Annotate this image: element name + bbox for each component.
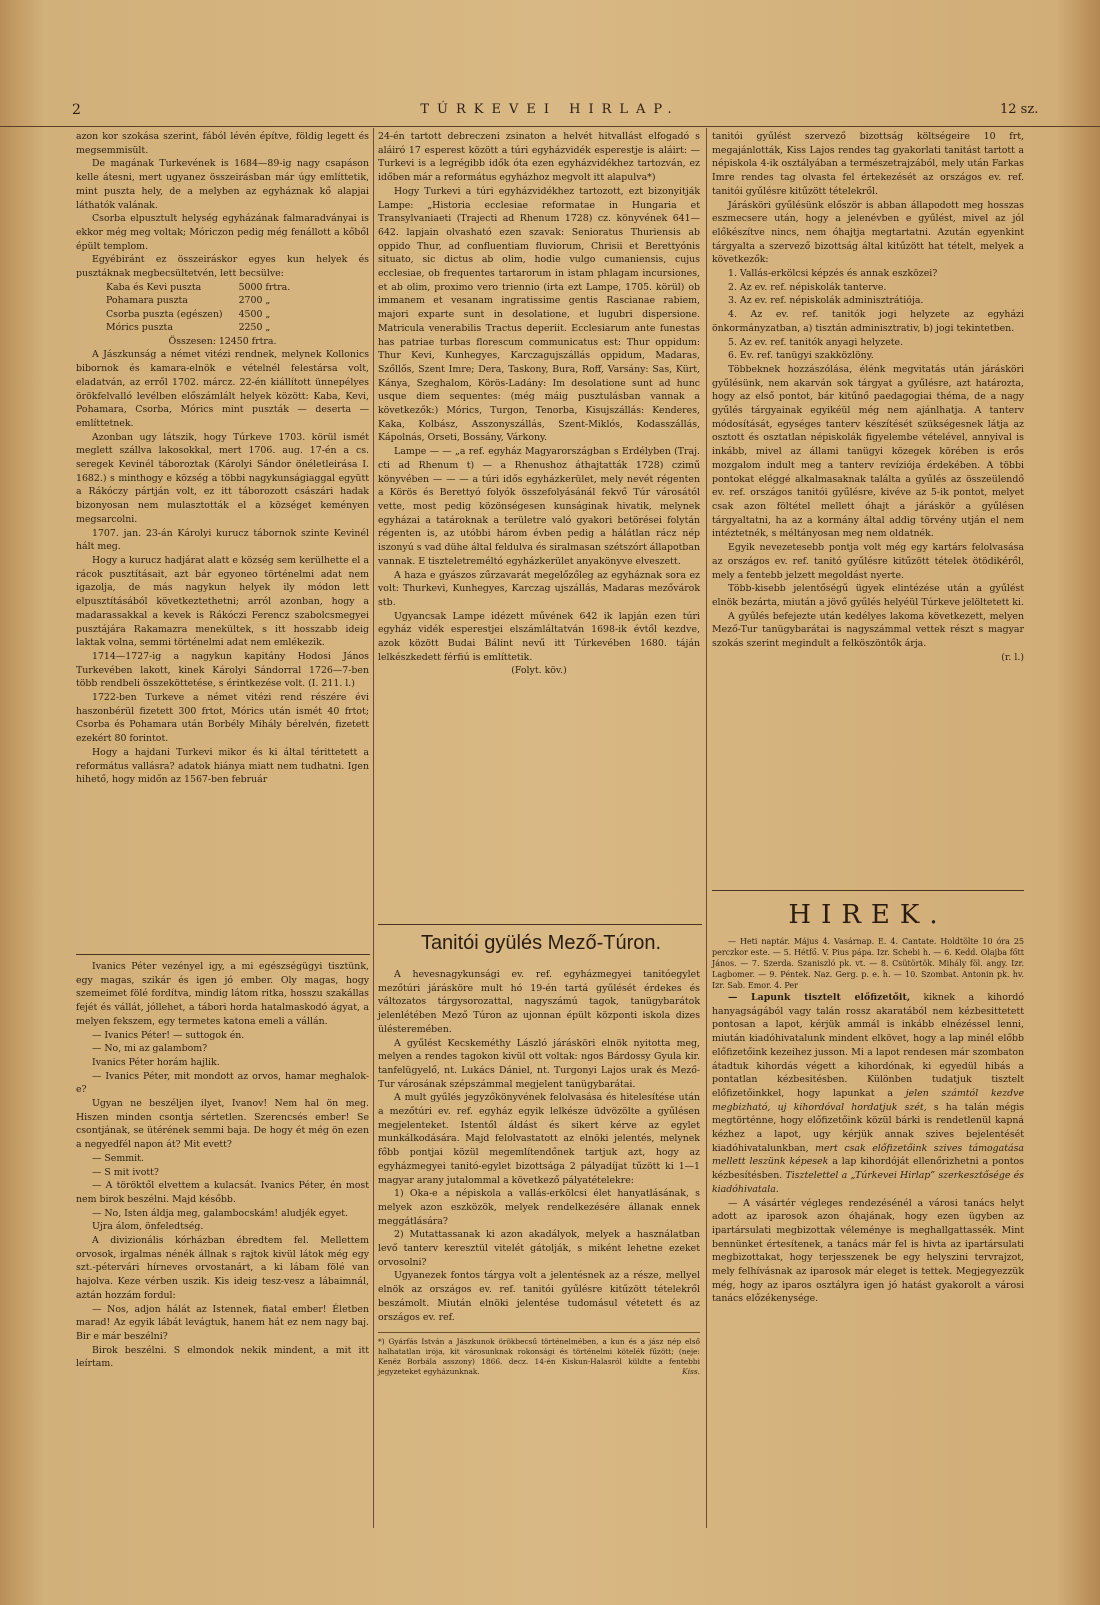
dialogue-line: — No, Isten áldja meg, galambocskám! aludjék egyet. bbox=[92, 1207, 349, 1219]
paragraph: Ujra álom, önfeledtség. bbox=[92, 1221, 204, 1233]
list-item: 5. Az ev. ref. tanitók anyagi helyzete. bbox=[728, 336, 904, 348]
table-cell: Csorba puszta (egészen) bbox=[106, 308, 223, 320]
paragraph: Egyébiránt ez összeiráskor egyes kun helyek és pusztáknak megbecsültetvén, lett becsülve: bbox=[76, 254, 369, 280]
column-divider-right bbox=[706, 128, 707, 1528]
signature: (r. l.) bbox=[1001, 651, 1024, 663]
notice-emphasis: mert csak előfizetőink szives támogatása mellett leszünk képesek bbox=[712, 1142, 1024, 1168]
paragraph: Ugyancsak Lampe idézett művének 642 ik lapján ezen túri egyház vidék esperestjei elszámláltatván 1698-ik évtől kezdve, azok között Budai Bálint nevű itt Túrkevében 1680. táján lelkészkedett férfiú is említtetik. bbox=[378, 610, 700, 663]
dialogue-line: — No, mi az galambom? bbox=[92, 1043, 208, 1055]
paragraph: De magának Turkevének is 1684—89-ig nagy csapáson kelle átesni, mert ugyanez összeirásban már úgy említtetik, mint puszta hely, de a melyben az egyháznak kő alapjai láthatók valának. bbox=[76, 158, 369, 211]
paragraph: Több-kisebb jelentőségű ügyek elintézése után a gyűlést elnök bezárta, miután a jövő gyűlés helyéül Túrkeve jelöltetett ki. bbox=[712, 583, 1024, 608]
paragraph: A gyűlést Kecskeméthy László járásköri elnök nyitotta meg, melyen a rendes tagokon kivül ott voltak: ngos Bárdossy Gyula kir. tanfelügyelő, nt. Lukács Dániel, nt. Turgonyi Lajos urak és Mező-Tur városának szépszámmal megjelent tanügybarátai. bbox=[378, 1037, 700, 1090]
paragraph: Azonban ugy látszik, hogy Túrkeve 1703. körül ismét meglett szállva lakosokkal, mert 1706. aug. 17-én a cs. seregek Kevinél táboroztak (Károlyi Sándor önéletleirása I. 1682.) s minthogy e község a többi nagykunságiaggal együtt a Rákóczy pártján volt, ez itt táborozott császári hadak bizonyosan nem mulasztották el a községet keményen megsarcolni. bbox=[76, 431, 369, 525]
table-cell: 5000 frtra. bbox=[238, 281, 291, 293]
paragraph: 1) Oka-e a népiskola a vallás-erkölcsi élet hanyatlásának, s melyek azon eszközök, melyek rendelkezésére állanak ennek meggátlására? bbox=[378, 1188, 700, 1227]
dialogue-line: — Nos, adjon hálát az Istennek, fiatal ember! Életben marad! Az egyik lábát levágtuk, hanem hát ez nem nagy baj. Bir e már beszélni? bbox=[76, 1303, 369, 1342]
dialogue-line: — Semmit. bbox=[92, 1152, 144, 1164]
notice-emphasis: jelen számtól kezdve megbizható, uj kihordóval hordatjuk szét, bbox=[712, 1087, 1024, 1113]
notice-text: s ha talán mégis megtörténne, hogy előfizetőink közül bárki is rendetlenül kapná kézhez a lapot, ugy kérjük annak szives bejelentését kiadóhivatalunkban, bbox=[712, 1101, 1025, 1154]
article-history-col1 bbox=[76, 130, 369, 787]
paragraph: azon kor szokása szerint, fából lévén építve, földig legett és megsemmisült. bbox=[76, 131, 369, 156]
paragraph: Ivanics Péter vezényel igy, a mi egészségügyi tisztünk, egy magas, szikár és igen jó ember. Oly magas, hogy szemeimet fölé fordítva, mindig látom ritka, hosszu szakállas fejét és vállát, jóllehet, a tábori horda hatalmaskodó ágyat, a melyen fekszem, egy termetes katona emeli a vállán. bbox=[76, 961, 369, 1027]
paragraph: A hevesnagykunsági ev. ref. egyházmegyei tanitóegylet mezőtúri járásköre mult hó 19-én tartá gyűlését érdekes és változatos tárgysorozattal, nagyszámú tagok, tanügybarátok jelenlétében Mező Túron az ujonnan épült központi iskola dizes ülésteremében. bbox=[378, 969, 700, 1035]
dialogue-line: — Ivanics Péter, mit mondott az orvos, hamar meghalok-e? bbox=[76, 1070, 369, 1096]
weekly-calendar: — Heti naptár. Május 4. Vasárnap. E. 4. Cantate. Holdtölte 10 óra 25 perczkor este. — 5. Hétfő. V. Pius pápa. Izr. Schebi h. — 6. Kedd. Olajba főtt János. — 7. Szerda. Szaniszló pk. vt. — 8. Csütörtök. Mihály föl. angy. Izr. Lagbomer. — 9. Péntek. Naz. Gerg. p. e. h. — 10. Szombat. Antonin pk. hv. Izr. Sab. Emor. 4. Per bbox=[712, 937, 1024, 990]
masthead-title: TÚRKEVEI HIRLAP. bbox=[420, 102, 680, 117]
news-column bbox=[712, 936, 1024, 1306]
table-row bbox=[106, 321, 306, 335]
notice-text: kiknek a kihordó hanyagságából vagy talán rossz akaratából nem kézbesittetett pontosan a lapot, kérjük ammál is inkább elnézéssel lenni, miután kiadóhivatalunk mindent elkövet, hogy a lap minél előbb előfizetőink kezeihez jusson. Mi a lapot rendesen már szombaton átadtuk kihordás végett a kihordónak, ki egyedül hibás a pontatlan kézbesitésben. Különben tudatjuk tisztelt előfizetőinkkel, hogy lapunkat a bbox=[712, 992, 1024, 1099]
paragraph: 1707. jan. 23-án Károlyi kurucz tábornok szinte Kevinél hált meg. bbox=[76, 527, 369, 553]
paragraph: — A vásártér végleges rendezésénél a városi tanács helyt adott az iparosok azon óhajának, hogy ezen ügyben az ipartársulati megbizottak véleménye is meghallgattassék. Mint bennünket értesítenek, a tanács már fel is hivta az ipartársulati megbizottakat, hogy terjesszenek be egy helyszini tervrajzot, mely felhívásnak az iparosok már eleget is tettek. Megjegyezzük még, hogy az iparos osztályra igen jó hatást gyakorolt a városi tanács előzékenysége. bbox=[712, 1197, 1024, 1305]
paragraph: A divizionális kórházban ébredtem fel. Mellettem orvosok, irgalmas nénék állnak s rajtok kivül látok még egy szt.-pétervári hírneves orvostanárt, a ki lábam fölé van hajolva. Keze vérben uszik. Kis ideig tesz-vesz a lábaimnál, aztán hozzám fordul: bbox=[76, 1235, 369, 1301]
list-item: 3. Az ev. ref. népiskolák adminisztrátiója. bbox=[728, 295, 924, 307]
table-cell: Kaba és Kevi puszta bbox=[106, 281, 202, 293]
footnote-signature: Kiss. bbox=[682, 1367, 700, 1377]
valuation-table bbox=[106, 281, 306, 335]
story-feuilleton bbox=[76, 960, 369, 1371]
list-item: 1. Vallás-erkölcsi képzés és annak eszközei? bbox=[728, 268, 938, 280]
table-cell: Pohamara puszta bbox=[106, 295, 188, 307]
column-divider-left bbox=[373, 128, 374, 1528]
section-divider-col1 bbox=[76, 954, 370, 955]
paragraph: Ugyanezek fontos tárgya volt a jelentésnek az a része, mellyel elnök az országos ev. ref. tanitói gyűlésre kitűzött tételekről beszámolt. Miután elnöki jelentése tudomásul vétetett és az országos ev. ref. bbox=[378, 1270, 700, 1323]
dialogue-line: Ivanics Péter horám hajlik. bbox=[92, 1056, 220, 1068]
paragraph: 1714—1727-ig a nagykun kapitány Hodosi János Turkevében lakott, kinek Károlyi Sándorral 1726—7-ben több rendbeli összeköttetése, s érintkezése volt. (I. 211. l.) bbox=[76, 650, 369, 690]
section-divider-col3 bbox=[712, 890, 1024, 891]
paragraph: Többeknek hozzászólása, élénk megvitatás után járásköri gyűlésünk, nem akarván sok tárgyat a gyűlésre, azt határozta, hogy az első pontot, bár kitűnő paedagogiai théma, de a nagy gyűlés tárgyainak egyikéül még nem ajánlhatja. A tanterv módosítását, egységes tanterv készítését szükségesnek látja az osztott és osztatlan népiskolák figyelembe vételével, annyival is inkább, mivel az állami tanügyi közegek körében is erős mozgalom indult meg a tanterv revíziója érdekében. A többi pontokat eléggé alkalmasaknak találta a gyűlés az összeülendő ev. ref. országos tanitói gyűlésre, kivéve az 5-ik pontot, melyet csak azon föltétel mellett óhajt a járáskör a gyűlésen tárgyaltatni, ha az a kormány által addig törvény utján el nem intéztetnék, s méltányosan meg nem oldatnék. bbox=[712, 363, 1024, 540]
article-history-col2 bbox=[378, 130, 700, 678]
notice-lead: — Lapunk tisztelt előfizetőit, bbox=[728, 992, 911, 1003]
table-total: Összesen: 12450 frtra. bbox=[168, 335, 277, 347]
table-row bbox=[106, 294, 306, 308]
footnote-text: *) Gyárfás István a Jászkunok örökbecsű történelmében, a kun és a jász nép első halhatatlan irója, kit városunknak rokonsági és történelmi kötelék fűzött; (neje: Kenéz Borbála asszony) 1866. decz. 14-én Kiskun-Halasról küldte a fentebbi jegyzeteket egyházunknak. bbox=[378, 1337, 700, 1377]
paragraph: Lampe — — „a ref. egyház Magyarországban s Erdélyben (Traj. cti ad Rhenum t) — a Rhenushoz áthajtatták 1728) czimű könyvében — — — a túri idős egyházkerület, mely nevét régenten a Körös és Berettyó folyók összefolyásánál fekvő Túr városától vette, most pedig közönségesen kunságinak hivatik, melynek egyházai a tatároknak a területre való gyakori betörései folytán régenten is, az utóbbi három évben pedig a hálátlan rácz nép iszonyú s vad dühe által feldulva és siralmasan szétszórt állapotban vannak. E tiszteletreméltó egyházkerület anyakönyve elveszett. bbox=[378, 446, 700, 567]
table-cell: 4500 „ bbox=[238, 308, 271, 320]
article-teachers-meeting bbox=[378, 968, 700, 1377]
paragraph: Járásköri gyűlésünk először is abban állapodott meg hosszas eszmecsere után, hogy a jelenévben e gyűlést, mivel az jól előkészítve nincs, nem óhajtja megtartatni. Azután egyenkint tárgyalta a szervező bizottság által kitűzött hat tételt, melyek a következők: bbox=[712, 199, 1024, 266]
paragraph: A mult gyűlés jegyzőkönyvének felolvasása és hitelesítése után a mezőtúri ev. ref. egyház egyik lelkésze üdvözölte a gyűlésen megjelenteket. Istentől áldást és sikert kérve az egylet munkálkodására. Majd felolvastatott az elnöki jelentés, melynek főbb pontjai közül megemlítendőnek tartjuk azt, hogy az egyházmegyei tanitó-egylet bizottsága 2 pályadíjat tűzött ki 1—1 magyar arany jutalommal a következő pályatételekre: bbox=[378, 1092, 700, 1186]
page-number: 2 bbox=[72, 102, 81, 118]
continued-note: (Folyt. köv.) bbox=[511, 665, 567, 677]
paragraph: A haza e gyászos zűrzavarát megelőzőleg az egyháznak sora ez volt: Thurkevi, Kunhegyes, Karczag ujszállás, Madaras mezővárok stb. bbox=[378, 569, 700, 608]
paragraph: Birok beszélni. S elmondok nekik mindent, a mit itt leírtam. bbox=[76, 1344, 369, 1370]
paragraph: Hogy a hajdani Turkevi mikor és ki által térittetett a református vallásra? adatok hiánya miatt nem tudhatni. Igen hihető, hogy midőn az 1567-ben február bbox=[76, 746, 369, 786]
paragraph: 2) Mutattassanak ki azon akadályok, melyek a használatban levő tanterv keresztül vitelét gátolják, s miként lehetne ezeket orvosolni? bbox=[378, 1229, 700, 1268]
paragraph: 24-én tartott debreczeni zsinaton a helvét hitvallást elfogadó s aláiró 17 esperest között a túri egyházvidék esperestje is aláirt: — Turkevi is a legrégibb idők óta ezen egyházvidékhez tartozván, ez időben már a református egyházhoz megvolt itt alapulva*) bbox=[378, 131, 700, 184]
list-item: 2. Az ev. ref. népiskolák tanterve. bbox=[728, 281, 887, 293]
dialogue-line: — A töröktől elvettem a kulacsát. Ivanics Péter, én most nem birok beszélni. Majd később. bbox=[76, 1180, 369, 1205]
list-item: 6. Ev. ref. tanügyi szakközlöny. bbox=[728, 350, 874, 362]
dialogue-line: — S mit ivott? bbox=[92, 1166, 159, 1178]
dialogue-line: — Ivanics Péter! — suttogok én. bbox=[92, 1029, 245, 1041]
table-cell: 2250 „ bbox=[238, 322, 271, 334]
section-title-news: HIREK. bbox=[788, 900, 948, 930]
notice-subscribers bbox=[712, 991, 1024, 1197]
paragraph: Hogy Turkevi a túri egyházvidékhez tartozott, ezt bizonyitják Lampe: „Historia ecclesiae reformatae in Hungaria et Transylvaniaeti (Trajecti ad Rhenum 1728) cz. könyvének 641—642. lapjain olvasható ezen szavak: Senioratus Thuriensis ab oppido Thur, ad confluentiam fluviorum, Chrisii et Berettyónis situato, sic dictus ab olim, hodie vulgo cumaniensis, cujus ecclesiae, ob frequentes tartarorum in istam phlagam incursiones, et ab olim, proximo vero triennio (irta ezt Lampe, 1705. körül) ob immanem et vesanam ingratissime gentis Rascianae rabiem, majori exparte sunt in desolatione, et lugubri dispersione. Matricula venerabilis Tractus deperiit. Ecclesiarum ante funestas has patriae turbas florescum communicatus est: Thur oppidum: Thur Kevi, Kunhegyes, Karczagujszállás oppidum, Madaras, Szőllős, Szent Imre; Dera, Taskony, Bura, Roff, Varsány: Sas, Kürt, Kánya, Szeghalom, Körös-Ladány: Im desolatione sunt ad hunc usque diem sequentes: (még máig pusztulásban vannak a következők:) Mórics, Turgon, Tenorba, Kisujszállás: Kenderes, Kaka, Kolbász, Asszonyszállás, Szent-Miklós, Kodasszállás, Kápolnás, Orseti, Bossány, Várkony. bbox=[378, 185, 700, 444]
section-divider-col2 bbox=[378, 924, 702, 925]
paragraph: Hogy a kurucz hadjárat alatt e község sem kerülhette el a rácok pusztításait, azt bár egyoneo történelmi adat nem igazolja, de más nagykun helyek ily módon lett elpusztításából következtethetni; arról azonban, hogy a madarassakkal a kevek is Rákóczi Ferencz szabolcsmegyei pusztájára Rakamazra menekültek, s itt hosszabb ideig laktak volna, semmi történelmi adat nem emlékezik. bbox=[76, 554, 369, 649]
notice-text: a lap kihordóját ellenőrizhetni a pontos kézbesítésben. bbox=[712, 1156, 1024, 1182]
paragraph: 1722-ben Turkeve a német vitézi rend részére évi haszonbérül fizetett 300 frtot, Mórics után ismét 40 frtot; Csorba és Pohamara után Borbély Mihály bérelvén, fizetett ezekért 80 forintot. bbox=[76, 692, 369, 745]
list-item: 4. Az ev. ref. tanitók jogi helyzete az egyházi önkormányzatban, a) tisztán adminisztrativ, b) jogi tekintetben. bbox=[712, 309, 1024, 334]
table-row bbox=[106, 281, 306, 295]
footnote bbox=[378, 1332, 700, 1377]
section-title-teachers-meeting: Tanitói gyülés Mező-Túron. bbox=[420, 932, 662, 954]
table-cell: 2700 „ bbox=[238, 295, 271, 307]
notice-signature: Tisztelettel a „Túrkevei Hirlap” szerkesztősége és kiadóhivatala. bbox=[712, 1170, 1024, 1195]
paragraph: Egyik nevezetesebb pontja volt még egy kartárs felolvasása az országos ev. ref. tanitó gyűlésre kitűzött tételek ötödikéről, mely a fentebb jelzett megoldást nyerte. bbox=[712, 542, 1024, 581]
table-row bbox=[106, 308, 306, 322]
paragraph: Csorba elpusztult helység egyházának falmaradványai is ekkor még meg voltak; Móriczon pedig még fenállott a kőből épült templom. bbox=[76, 213, 369, 252]
page-header bbox=[0, 100, 1100, 127]
paragraph: Ugyan ne beszéljen ilyet, Ivanov! Nem hal ön meg. Hiszen minden csontja sértetlen. Szerencsés ember! Se csontjának, se ütérének semmi baja. De hogy ét még ön ezen a negyedfél napon át? Mit evett? bbox=[76, 1098, 369, 1151]
paragraph: A Jászkunság a német vitézi rendnek, melynek Kollonics bibornok és kamara-elnök e vételnél felestársa volt, eladatván, az erről 1702. márcz. 22-én kiállított ünnepélyes örökfelvalló levélben előszámlált helyek között: Kaba, Kevi, Pohamara, Csorba, Mórics mint puszták — deserta — említtetnek. bbox=[76, 349, 369, 429]
article-teachers-continued bbox=[712, 130, 1024, 664]
paragraph: A gyűlés befejezte után kedélyes lakoma következett, melyen Mező-Tur tanügybarátai is nagyszámmal vettek részt s magyar szokás szerint megindult a felköszöntők árja. bbox=[712, 610, 1024, 650]
table-cell: Mórics puszta bbox=[106, 322, 173, 334]
issue-number: 12 sz. bbox=[1000, 102, 1039, 117]
paragraph: tanitói gyűlést szervező bizottság költségeire 10 frt, megajánlották, Kiss Lajos rendes tag gyakorlati tanitást tartott a népiskola 4-ik osztályában a természetrajzából, mely után Farkas Imre rendes tag olvasta fel értekezését az országos ev. ref. tanitói gyűlésre kitűzött tételekről. bbox=[712, 131, 1024, 197]
